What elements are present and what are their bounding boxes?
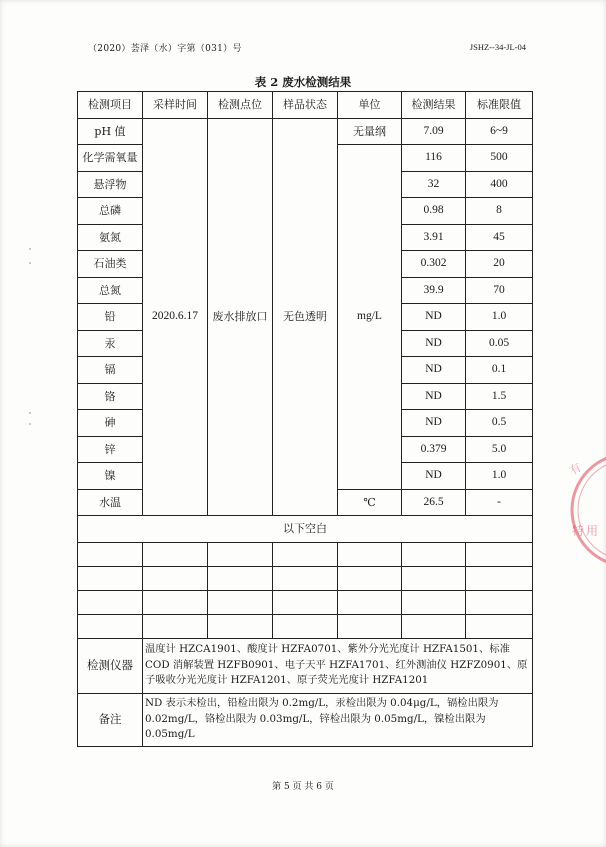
scan-speck [29,423,31,425]
instruments-label: 检测仪器 [78,638,143,693]
item-cell: 铬 [78,383,143,410]
blank-note: 以下空白 [78,516,533,543]
empty-cell [143,542,208,566]
blank-note-row [78,516,533,543]
empty-cell [143,566,208,590]
remarks-text: ND 表示未检出，铅检出限为 0.2mg/L，汞检出限为 0.04μg/L，镉检出限为 0.02mg/L，铬检出限为 0.03mg/L，锌检出限为 0.05mg/L，镍检出限为 0.05mg/L [143,693,533,746]
empty-cell [466,566,533,590]
result-cell: 116 [402,145,466,172]
item-cell: 铅 [78,304,143,331]
limit-cell: 1.5 [466,383,533,410]
limit-cell: 400 [466,171,533,198]
empty-cell [466,542,533,566]
page-footer: 第 5 页 共 6 页 [272,782,334,792]
unit-cell: mg/L [338,145,402,490]
empty-cell [143,590,208,614]
empty-cell [466,590,533,614]
document-number: （2020）荟泽（水）字第（031）号 [88,44,242,54]
empty-cell [402,566,466,590]
empty-row [78,566,533,590]
item-cell: 化学需氧量 [78,145,143,172]
empty-cell [208,614,273,638]
limit-cell: 0.5 [466,410,533,437]
item-cell: 水温 [78,489,143,516]
result-cell: 3.91 [402,224,466,251]
column-header: 检测结果 [402,92,466,119]
limit-cell: 70 [466,277,533,304]
result-cell: ND [402,463,466,490]
item-cell: 总氮 [78,277,143,304]
empty-cell [208,542,273,566]
form-code: JSHZ--34-JL-04 [469,42,526,52]
unit-cell: 无量纲 [338,118,402,145]
empty-cell [402,542,466,566]
limit-cell: 45 [466,224,533,251]
table-header-row [78,92,533,119]
svg-text:有: 有 [567,460,584,478]
result-cell: 32 [402,171,466,198]
remarks-label: 备注 [78,693,143,746]
limit-cell: 1.0 [466,463,533,490]
svg-text:特: 特 [572,524,585,538]
limit-cell: 1.0 [466,304,533,331]
scan-speck [29,248,31,250]
result-cell: ND [402,383,466,410]
column-header: 标准限值 [466,92,533,119]
empty-cell [338,614,402,638]
scan-speck [29,262,31,264]
result-cell: 0.302 [402,251,466,278]
result-cell: 39.9 [402,277,466,304]
item-cell: 锌 [78,436,143,463]
limit-cell: 6~9 [466,118,533,145]
empty-cell [402,590,466,614]
item-cell: 镉 [78,357,143,384]
empty-cell [338,542,402,566]
empty-cell [466,614,533,638]
limit-cell: 0.1 [466,357,533,384]
limit-cell: 8 [466,198,533,225]
table-title: 表 2 废水检测结果 [254,75,352,89]
item-cell: 汞 [78,330,143,357]
empty-cell [78,542,143,566]
empty-cell [402,614,466,638]
empty-cell [78,614,143,638]
result-cell: 0.98 [402,198,466,225]
item-cell: 石油类 [78,251,143,278]
instruments-row [78,638,533,693]
item-cell: pH 值 [78,118,143,145]
sampling-time-cell: 2020.6.17 [143,118,208,516]
red-seal-stamp [566,445,606,575]
empty-cell [338,566,402,590]
limit-cell: 5.0 [466,436,533,463]
empty-cell [78,590,143,614]
column-header: 检测点位 [208,92,273,119]
empty-row [78,590,533,614]
result-cell: 7.09 [402,118,466,145]
result-cell: 0.379 [402,436,466,463]
sampling-point-cell: 废水排放口 [208,118,273,516]
item-cell: 镍 [78,463,143,490]
empty-cell [273,590,338,614]
remarks-row [78,693,533,746]
table-row [78,118,533,145]
empty-cell [143,614,208,638]
svg-text:用: 用 [586,524,599,538]
result-cell: 26.5 [402,489,466,516]
empty-cell [208,566,273,590]
limit-cell: - [466,489,533,516]
empty-cell [208,590,273,614]
empty-cell [78,566,143,590]
sample-state-cell: 无色透明 [273,118,338,516]
limit-cell: 0.05 [466,330,533,357]
item-cell: 砷 [78,410,143,437]
scan-speck [29,412,31,414]
column-header: 检测项目 [78,92,143,119]
result-cell: ND [402,410,466,437]
result-cell: ND [402,357,466,384]
column-header: 样品状态 [273,92,338,119]
column-header: 采样时间 [143,92,208,119]
empty-cell [273,542,338,566]
result-cell: ND [402,330,466,357]
item-cell: 悬浮物 [78,171,143,198]
unit-cell: ℃ [338,489,402,516]
result-cell: ND [402,304,466,331]
empty-cell [273,566,338,590]
limit-cell: 500 [466,145,533,172]
instruments-text: 温度计 HZCA1901、酸度计 HZFA0701、紫外分光光度计 HZFA1501、标准COD 消解装置 HZFB0901、电子天平 HZFA1701、红外测油仪 HZFZ0901、原子吸收分光光度计 HZFA1201、原子荧光光度计 HZFA1201 [143,638,533,693]
item-cell: 氨氮 [78,224,143,251]
empty-row [78,614,533,638]
empty-cell [338,590,402,614]
limit-cell: 20 [466,251,533,278]
empty-cell [273,614,338,638]
column-header: 单位 [338,92,402,119]
item-cell: 总磷 [78,198,143,225]
empty-row [78,542,533,566]
wastewater-results-table [77,91,533,747]
